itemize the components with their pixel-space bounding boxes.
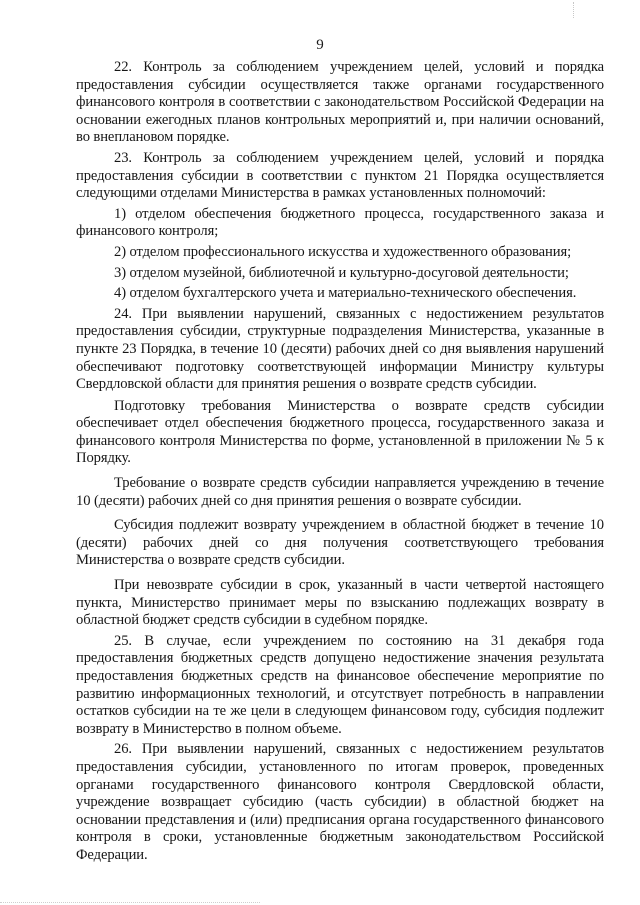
- paragraph-24: 24. При выявлении нарушений, связанных с недостижением результатов предоставления субсидии, структурные подразделения Министерства, указанные в пункте 23 Порядка, в течение 10 (десяти) рабочих дней со дня выявления нарушений обеспечивают подготовку соответствующей информации Министру культуры Свердловской области для принятия решения о возврате средств субсидии.: [76, 305, 604, 393]
- paragraph-24-part-4: Субсидия подлежит возврату учреждением в областной бюджет в течение 10 (десяти) рабочих дней со дня получения соответствующего требования Министерства о возврате средств субсидии.: [76, 517, 604, 569]
- scan-artifact-bottom: [0, 902, 260, 904]
- list-item-23-1: 1) отделом обеспечения бюджетного процесса, государственного заказа и финансового контроля;: [76, 205, 604, 240]
- scan-artifact-top: [573, 2, 575, 18]
- list-item-23-3: 3) отделом музейной, библиотечной и культурно-досуговой деятельности;: [114, 264, 569, 281]
- paragraph-24-part-3: Требование о возврате средств субсидии направляется учреждению в течение 10 (десяти) рабочих дней со дня принятия решения о возврате субсидии.: [76, 475, 604, 509]
- paragraph-25: 25. В случае, если учреждением по состоянию на 31 декабря года предоставления бюджетных средств допущено недостижение значения результата предоставления бюджетных средств на финансовое обеспечение мероприятие по развитию информационных технологий, и отсутствует потребность в направлении остатков субсидии на те же цели в следующем финансовом году, субсидия подлежит возврату в Министерство в полном объеме.: [76, 632, 604, 737]
- paragraph-22: 22. Контроль за соблюдением учреждением целей, условий и порядка предоставления субсидии осуществляется также органами государственного финансового контроля в соответствии с законодательством Российской Федерации на основании ежегодных планов контрольных мероприятий и, при наличии оснований, во внеплановом порядке.: [76, 59, 604, 146]
- paragraph-24-part-5: При невозврате субсидии в срок, указанный в части четвертой настоящего пункта, Министерство принимает меры по взысканию подлежащих возврату в областной бюджет средств субсидии в судебном порядке.: [76, 577, 604, 629]
- paragraph-24-part-2: Подготовку требования Министерства о возврате средств субсидии обеспечивает отдел обеспечения бюджетного процесса, государственного заказа и финансового контроля Министерства по форме, установленной в приложении № 5 к Порядку.: [76, 397, 604, 467]
- list-item-23-2: 2) отделом профессионального искусства и художественного образования;: [114, 243, 572, 260]
- list-item-23-4: 4) отделом бухгалтерского учета и материально-технического обеспечения.: [114, 285, 577, 302]
- paragraph-26: 26. При выявлении нарушений, связанных с недостижением результатов предоставления субсидии, установленного по итогам проверок, проведенных органами государственного финансового контроля Свердловской области, учреждение возвращает субсидию (часть субсидии) в областной бюджет на основании представления и (или) предписания органа государственного финансового контроля в сроки, установленные бюджетным законодательством Российской Федерации.: [76, 741, 604, 863]
- document-body: [76, 59, 604, 868]
- page-number: 9: [316, 37, 324, 53]
- paragraph-23: 23. Контроль за соблюдением учреждением целей, условий и порядка предоставления субсидии в соответствии с пунктом 21 Порядка осуществляется следующими отделами Министерства в рамках установленных полномочий:: [76, 149, 604, 202]
